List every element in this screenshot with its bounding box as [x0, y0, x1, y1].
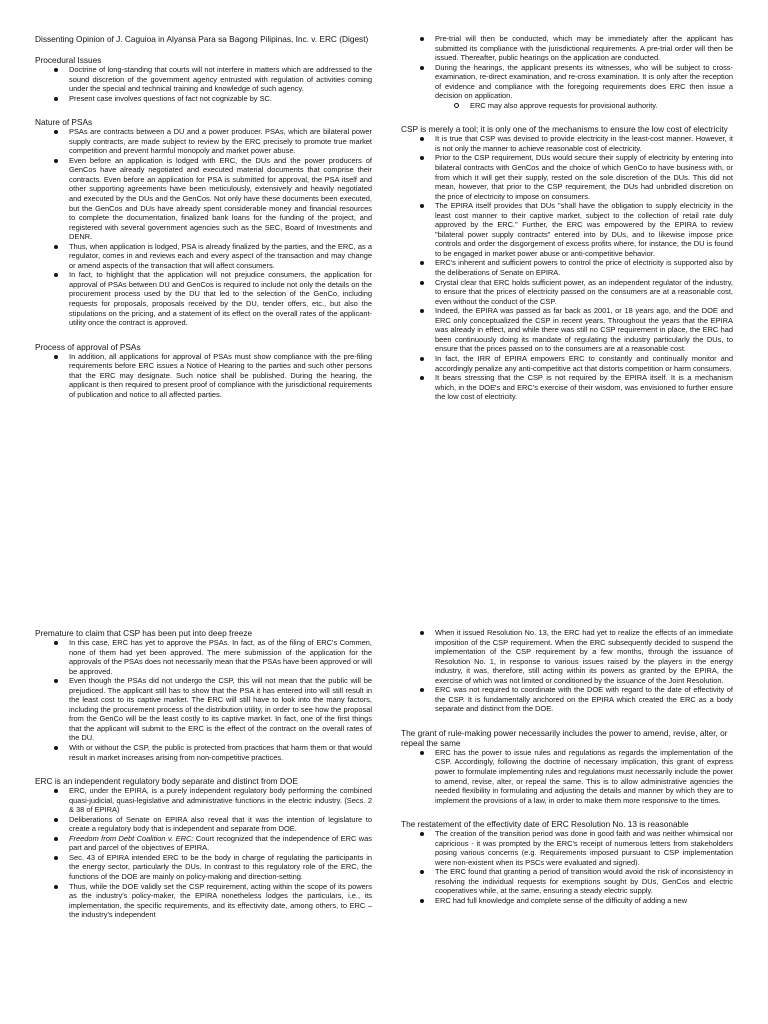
list-item: In this case, ERC has yet to approve the PSAs. In fact, as of the filing of ERC's Commen, none of them had yet been approved. The mere submission of the application for the approvals of the PSAs does not necessarily mean that the PSAs have been approved or will be approved. [35, 638, 372, 676]
list-item: It is true that CSP was devised to provide electricity in the least-cost manner. However, it is not only the manner to achieve reasonable cost of electricity. [401, 134, 733, 153]
list-item: The ERC found that granting a period of transition would avoid the risk of inconsistency in resolving the individual requests for exemptions sought by DUs, GenCos and electric cooperatives while, at the same, ensuring a steady electric supply. [401, 867, 733, 896]
list-item: Even before an application is lodged with ERC, the DUs and the power producers of GenCos have already negotiated and executed material documents that comprise their contracts. Even before an application for PSA is submitted for approval, the PSA itself and other supporting agreements have been meticulously, extensively and heavily negotiated and executed by the DUs and the GenCos. Not only have these documents been executed, but the GenCos and DUs have already spent considerable money and financial resources to complete the documentation, finalized bank loans for the funding of the project, and registered with several government agencies such as the SEC, Board of Investments and DENR. [35, 156, 372, 242]
csp-tool-list [401, 134, 733, 401]
list-item: Deliberations of Senate on EPIRA also reveal that it was the intention of legislature to create a regulatory body that is independent and separate from DOE. [35, 815, 372, 834]
premature-heading: Premature to claim that CSP has been put into deep freeze [35, 628, 253, 638]
process-list [35, 352, 372, 400]
left-column-bottom [35, 628, 372, 920]
list-item: It bears stressing that the CSP is not required by the EPIRA itself. It is a mechanism which, in the DOE's and ERC's exercise of their wisdom, was envisioned to further ensure the low cost of electricity. [401, 373, 733, 402]
list-item: Even though the PSAs did not undergo the CSP, this will not mean that the public will be prejudiced. The applicant still has to show that the PSA it has entered into will still result in the least cost to its captive market. The ERC will still have to look into the many factors, including the procurement process of the distribution utility, in order to see how the proposal from the GenCo will be the least costly to its captive market. In fact, one of the first things that the applicant will submit to the ERC is the effect of the contract on the overall rates of the DU. [35, 676, 372, 743]
rulemaking-list [401, 748, 733, 805]
nature-heading: Nature of PSAs [35, 117, 93, 128]
list-item: ERC had full knowledge and complete sense of the difficulty of adding a new [401, 896, 733, 906]
list-item: In fact, to highlight that the application will not prejudice consumers, the application for approval of PSAs between DU and GenCos is required to include not only the details on the procurement process used by the DU that led to the selection of the GenCo, including requests for proposals, proposals received by the DU, tender offers, etc., but also the stipulations on the pricing, and a statement of its effect on the overall rates of the applicant-utility once the contract is approved. [35, 270, 372, 327]
list-item: ERC has the power to issue rules and regulations as regards the implementation of the CSP. Accordingly, following the doctrine of necessary implication, this grant of express power to formulate implementing rules and regulations must necessarily include the power to amend, revise, alter, or repeal the same. This is to allow administrative agencies the needed flexibility in formulating and adjusting the details and manner by which they are to implement the provisions of a law, in order to make them more responsive to the times. [401, 748, 733, 805]
document-title: Dissenting Opinion of J. Caguioa in Alyansa Para sa Bagong Pilipinas, Inc. v. ERC (Digest) [35, 34, 369, 44]
nature-list [35, 127, 372, 327]
list-item: Thus, when application is lodged, PSA is already finalized by the parties, and the ERC, as a regulator, comes in and reviews each and every aspect of the transaction and may change or amend aspects of the transaction that will affect consumers. [35, 242, 372, 271]
list-item: Doctrine of long-standing that courts will not interfere in matters which are addressed to the sound discretion of the government agency entrusted with regulation of activities coming under the special and technical training and knowledge of such agency. [35, 65, 372, 94]
list-item [35, 834, 372, 853]
list-item: ERC was not required to coordinate with the DOE with regard to the date of effectivity of the CSP. It is fundamentally anchored on the EPIRA which created the ERC as a body separate and distinct from the DOE. [401, 685, 733, 714]
list-item: Prior to the CSP requirement, DUs would secure their supply of electricity by entering into bilateral contracts with GenCos and the choice of which GenCo to have business with, or from which it will get their supply, rested on the sole discretion of the DUs. This did not mean, however, that prior to the CSP requirement, the DUs had unbridled discretion on the price of electricity to impose on consumers. [401, 153, 733, 201]
list-item: Pre-trial will then be conducted, which may be immediately after the applicant has submitted its compliance with the jurisdictional requirements. A pre-trial order will then be issued. Thereafter, public hearings on the application are conducted. [401, 34, 733, 63]
list-item: Present case involves questions of fact not cognizable by SC. [35, 94, 372, 104]
list-item: ERC, under the EPIRA, is a purely independent regulatory body performing the combined quasi-judicial, quasi-legislative and administrative functions in the electric industry. (Secs. 2 & 38 of EPIRA) [35, 786, 372, 815]
rulemaking-heading: The grant of rule-making power necessarily includes the power to amend, revise, alter, or repeal the same [401, 727, 728, 748]
independent-heading: ERC is an independent regulatory body separate and distinct from DOE [35, 776, 298, 787]
list-item: In fact, the IRR of EPIRA empowers ERC to constantly and continually monitor and accordingly penalize any anti-competitive act that distorts competition or harm consumers. [401, 354, 733, 373]
independent-list [35, 786, 372, 920]
list-item: Thus, while the DOE validly set the CSP requirement, acting within the scope of its powers as the industry's policy-maker, the EPIRA nonetheless lodges the particulars, i.e., its implementation, the specific requirements, and its effectivity date, among others, to ERC – the industry's independent [35, 882, 372, 920]
csp-tool-heading: CSP is merely a tool; it is only one of the mechanisms to ensure the low cost of electricity [401, 124, 728, 135]
case-text: Court recognized that the independence of ERC was part and parcel of the objectives of EPIRA. [69, 833, 372, 853]
list-item: PSAs are contracts between a DU and a power producer. PSAs, which are bilateral power supply contracts, are made subject to review by the ERC precisely to promote true market competition and prevent harmful monopoly and market power abuse. [35, 127, 372, 156]
left-column-top [35, 34, 372, 399]
list-item: The EPIRA itself provides that DUs "shall have the obligation to supply electricity in the least cost manner to their captive market, subject to the collection of retail rate duly approved by the ERC." Further, the ERC was empowered by the EPIRA to review "bilateral power supply contracts" entered into by DUs, and to likewise impose price controls and order the disgorgement of excess profits where, for instance, the DU is found to be engaged in market power abuse or anti-competitive behavior. [401, 201, 733, 258]
premature-list [35, 638, 372, 762]
case-name: Freedom from Debt Coalition v. ERC: [69, 833, 194, 843]
list-item: Sec. 43 of EPIRA intended ERC to be the body in charge of regulating the participants in the energy sector, particularly the DUs. In contrast to this regulatory role of the ERC, the functions of the DOE are mainly on policy-making and direction-setting. [35, 853, 372, 882]
right-column-bottom [401, 628, 733, 906]
right-column-top [401, 34, 733, 402]
list-item: Indeed, the EPIRA was passed as far back as 2001, or 18 years ago, and the DOE and ERC only conceptualized the CSP in recent years. Throughout the years that the EPIRA was already in effect, and while there was still no CSP requirement in place, the ERC had been continuously doing its mandate of regulating the industry particularly the DUs, to ensure that the prices passed on to the consumers are at a reasonable cost. [401, 306, 733, 354]
process-sub-list [401, 101, 733, 111]
resolution13-list [401, 628, 733, 714]
list-item: The creation of the transition period was done in good faith and was neither whimsical nor capricious - it was prompted by the ERC's receipt of numerous letters from stakeholders posing various concerns (e.g. Requirements imposed pursuant to CSP implementation were non-existent when its PSCs were evaluated and signed). [401, 829, 733, 867]
list-item: With or without the CSP, the public is protected from practices that harm them or that would result in market increases arising from non-competitive practices. [35, 743, 372, 762]
list-item: In addition, all applications for approval of PSAs must show compliance with the pre-filing requirements before ERC issues a Notice of Hearing to the parties and such other persons that the ERC may designate. Such notice shall be published. During the hearing, the applicant is then required to present proof of compliance with the jurisdictional requirements of publication and notice to all affected parties. [35, 352, 372, 400]
list-item: During the hearings, the applicant presents its witnesses, who will be subject to cross-examination, re-direct examination, and re-cross examination. It is only after the reception of evidence and compliance with the foregoing requirements does ERC then issue a decision on application. [401, 63, 733, 101]
list-item: When it issued Resolution No. 13, the ERC had yet to realize the effects of an immediate imposition of the CSP requirement. When the ERC subsequently decided to suspend the implementation of the CSP requirement by a few months, through the issuance of Resolution No. 1, in response to various issues raised by the players in the energy industry, it was, therefore, still acting within its powers as granted by the EPIRA, the exercise of which was not limited or conditioned by the issuance of the Joint Resolution. [401, 628, 733, 685]
restatement-heading: The restatement of the effectivity date of ERC Resolution No. 13 is reasonable [401, 819, 689, 830]
procedural-heading: Procedural Issues [35, 55, 102, 65]
restatement-list [401, 829, 733, 905]
list-item: Crystal clear that ERC holds sufficient power, as an independent regulator of the industry, to ensure that the prices of electricity passed on the consumers are at a reasonable cost, even without the conduct of the CSP. [401, 278, 733, 307]
sub-list-item: ERC may also approve requests for provisional authority. [436, 101, 733, 111]
process-heading: Process of approval of PSAs [35, 341, 141, 352]
list-item: ERC's inherent and sufficient powers to control the price of electricity is supported also by the deliberations of Senate on EPIRA. [401, 258, 733, 277]
procedural-list [35, 65, 372, 103]
process-list-continued [401, 34, 733, 101]
